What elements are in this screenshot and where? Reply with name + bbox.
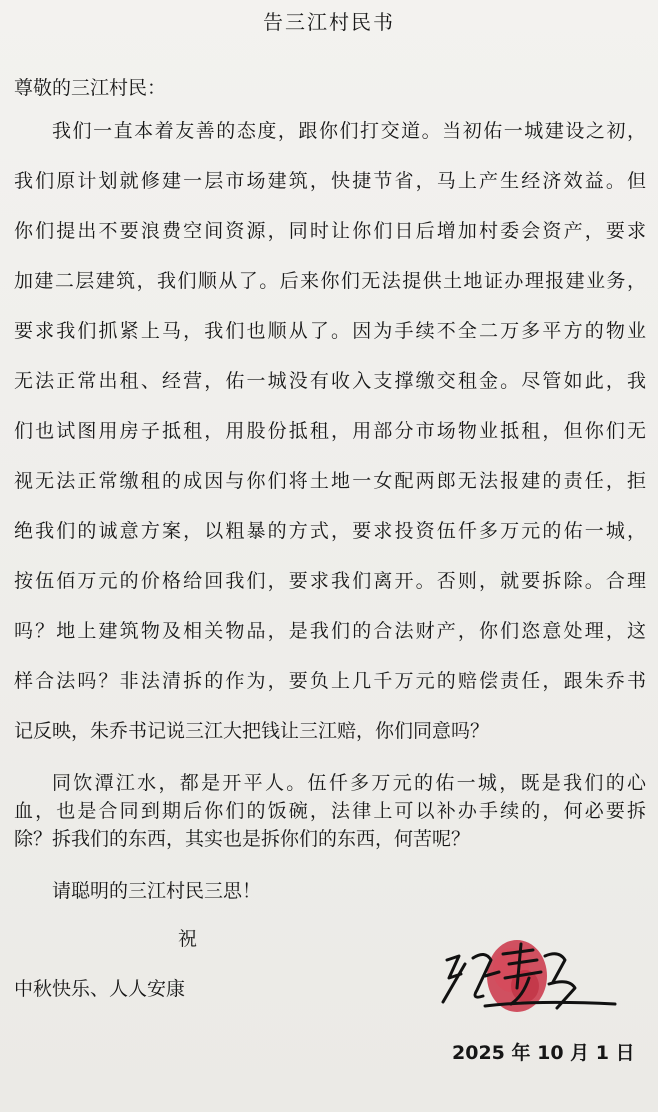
salutation: 尊敬的三江村民： <box>14 77 167 99</box>
blessing-line: 中秋快乐、人人安康 <box>14 978 186 1000</box>
wish-word: 祝 <box>178 928 198 950</box>
handwritten-signature <box>425 930 625 1030</box>
letter-date: 2025 年 10 月 1 日 <box>452 1042 635 1064</box>
body-line: 吗？地上建筑物及相关物品，是我们的合法财产，你们恣意处理，这 <box>14 620 646 642</box>
letter-title: 告三江村民书 <box>263 10 395 34</box>
body-line: 你们提出不要浪费空间资源，同时让你们日后增加村委会资产，要求 <box>14 220 646 242</box>
body-line: 血，也是合同到期后你们的饭碗，法律上可以补办手续的，何必要拆 <box>14 800 646 822</box>
body-line: 记反映，朱乔书记说三江大把钱让三江赔，你们同意吗？ <box>14 720 490 742</box>
body-line: 们也试图用房子抵租，用股份抵租，用部分市场物业抵租，但你们无 <box>14 420 646 442</box>
body-line: 除？拆我们的东西，其实也是拆你们的东西，何苦呢？ <box>14 828 471 850</box>
body-line: 按伍佰万元的价格给回我们，要求我们离开。否则，就要拆除。合理 <box>14 570 646 592</box>
body-line: 样合法吗？非法清拆的作为，要负上几千万元的赔偿责任，跟朱乔书 <box>14 670 646 692</box>
body-line: 同饮潭江水，都是开平人。伍仟多万元的佑一城，既是我们的心 <box>52 772 646 794</box>
body-line: 我们原计划就修建一层市场建筑，快捷节省，马上产生经济效益。但 <box>14 170 646 192</box>
body-line: 要求我们抓紧上马，我们也顺从了。因为手续不全二万多平方的物业 <box>14 320 646 342</box>
closing-line: 请聪明的三江村民三思！ <box>52 880 262 902</box>
body-line: 我们一直本着友善的态度，跟你们打交道。当初佑一城建设之初， <box>52 120 646 142</box>
body-line: 加建二层建筑，我们顺从了。后来你们无法提供土地证办理报建业务， <box>14 270 646 292</box>
body-line: 无法正常出租、经营，佑一城没有收入支撑缴交租金。尽管如此，我 <box>14 370 646 392</box>
body-line: 视无法正常缴租的成因与你们将土地一女配两郎无法报建的责任，拒 <box>14 470 646 492</box>
body-line: 绝我们的诚意方案，以粗暴的方式，要求投资伍仟多万元的佑一城， <box>14 520 646 542</box>
